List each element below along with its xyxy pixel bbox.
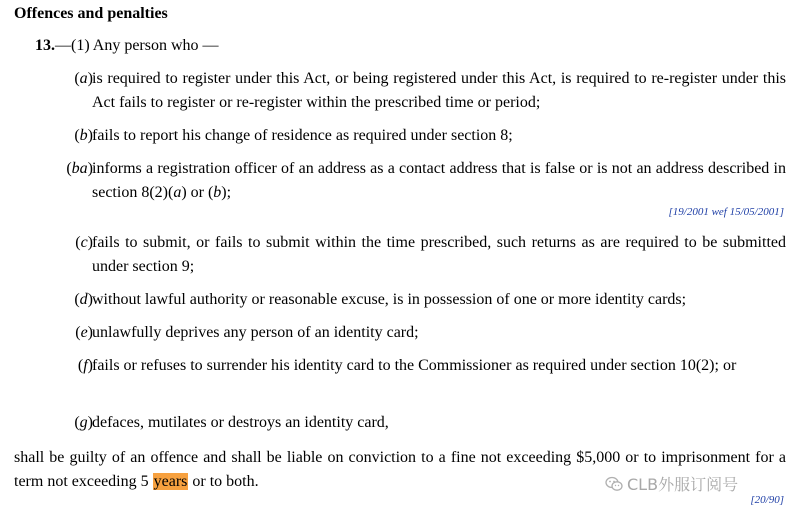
section-lead-text: —(1) Any person who —: [55, 37, 219, 54]
paragraph-text: is required to register under this Act, or being registered under this Act, is required to re-register under this Act fails to register or re-register within the prescribed time or period;: [92, 70, 786, 111]
paragraph-f: [14, 354, 786, 378]
paragraph-text: fails or refuses to surrender his identity card to the Commissioner as required under section 10(2); or: [92, 357, 737, 374]
paragraph-label: (c): [75, 234, 93, 251]
paragraph-text: fails to submit, or fails to submit within the time prescribed, such returns as are required to be submitted under section 9;: [92, 234, 786, 275]
page-reference[interactable]: [20/90]: [750, 494, 784, 506]
paragraph-label: (d): [74, 291, 93, 308]
paragraph-d: [14, 288, 786, 312]
watermark-text: CLB外服订阅号: [627, 475, 739, 494]
paragraph-label: (ba): [66, 160, 93, 177]
paragraph-label: (g): [74, 414, 93, 431]
paragraph-c: [14, 231, 786, 279]
paragraph-label: (f): [77, 357, 93, 374]
paragraph-text: fails to report his change of residence as required under section 8;: [92, 127, 513, 144]
section-heading: Offences and penalties: [14, 5, 168, 22]
paragraph-g: [14, 411, 786, 435]
paragraph-b: [14, 124, 786, 148]
paragraph-e: [14, 321, 786, 345]
paragraph-a: [14, 67, 786, 115]
amendment-note[interactable]: [19/2001 wef 15/05/2001]: [668, 206, 784, 218]
penalty-clause: shall be guilty of an offence and shall be liable on conviction to a fine not exceeding $5,000 or to imprisonment for a term not exceeding 5 years or to both.: [14, 449, 786, 490]
section-number: 13.: [35, 37, 55, 54]
paragraph-text: defaces, mutilates or destroys an identity card,: [92, 414, 389, 431]
paragraph-text: unlawfully deprives any person of an identity card;: [92, 324, 419, 341]
paragraph-label: (b): [74, 127, 93, 144]
section-lead: [35, 37, 219, 55]
paragraph-text: informs a registration officer of an address as a contact address that is false or is not an address described in section 8(2)(a) or (b);: [92, 160, 786, 201]
wechat-icon: [605, 476, 623, 492]
search-highlight: years: [153, 473, 188, 490]
paragraph-label: (e): [75, 324, 93, 341]
paragraph-label: (a): [74, 70, 93, 87]
paragraph-ba: [14, 157, 786, 205]
watermark: [605, 472, 738, 495]
paragraph-text: without lawful authority or reasonable excuse, is in possession of one or more identity cards;: [92, 291, 687, 308]
